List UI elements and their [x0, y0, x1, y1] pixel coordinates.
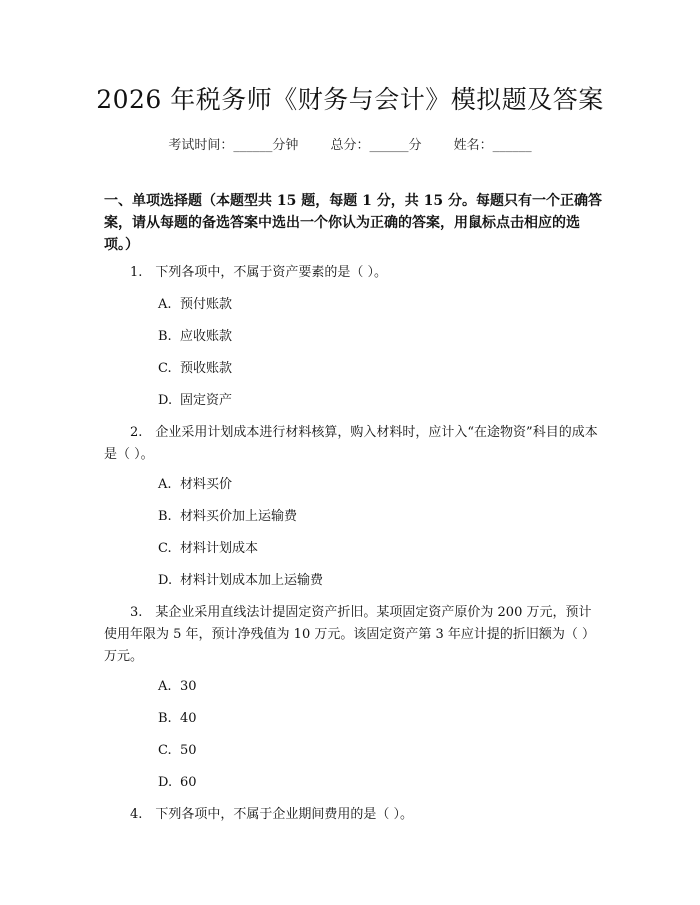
question-2-option-a[interactable] [158, 476, 232, 494]
exam-time-field: 考试时间：______分钟 [168, 138, 299, 153]
question-1-option-c[interactable] [158, 360, 232, 378]
option-text: 应收账款 [180, 329, 233, 344]
question-3-option-b[interactable] [158, 710, 197, 728]
section-heading: 一、单项选择题（本题型共 15 题，每题 1 分，共 15 分。每题只有一个正确答案，请从每题的备选答案中选出一个你认为正确的答案，用鼠标点击相应的选项。） [104, 193, 602, 253]
option-text: 40 [180, 711, 197, 726]
option-letter: B. [158, 711, 172, 726]
option-letter: B. [158, 509, 172, 524]
option-text: 预付账款 [180, 297, 233, 312]
option-text: 60 [180, 775, 197, 790]
option-text: 材料计划成本 [180, 541, 259, 556]
option-letter: A. [158, 297, 172, 312]
option-letter: B. [158, 329, 172, 344]
question-3: 3. 某企业采用直线法计提固定资产折旧。某项固定资产原价为 200 万元，预计使用年限为 5 年，预计净残值为 10 万元。该固定资产第 3 年应计提的折旧额为（ ）万元。 [104, 605, 596, 664]
option-text: 材料计划成本加上运输费 [180, 573, 324, 588]
question-1-option-d[interactable] [158, 392, 232, 410]
option-letter: C. [158, 361, 172, 376]
option-letter: D. [158, 573, 173, 588]
question-2: 2. 企业采用计划成本进行材料核算，购入材料时，应计入“在途物资”科目的成本是（ ）。 [104, 425, 598, 462]
option-text: 材料买价 [180, 477, 233, 492]
option-letter: C. [158, 541, 172, 556]
question-2-option-d[interactable] [158, 572, 323, 590]
question-3-option-a[interactable] [158, 678, 197, 696]
question-1-option-b[interactable] [158, 328, 232, 346]
option-letter: D. [158, 393, 173, 408]
question-2-option-b[interactable] [158, 508, 297, 526]
option-text: 30 [180, 679, 197, 694]
option-text: 固定资产 [180, 393, 233, 408]
option-text: 材料买价加上运输费 [180, 509, 298, 524]
exam-score-field: 总分：______分 [330, 138, 422, 153]
option-letter: A. [158, 477, 172, 492]
option-letter: C. [158, 743, 172, 758]
page-title: 2026 年税务师《财务与会计》模拟题及答案 [96, 85, 604, 114]
option-text: 预收账款 [180, 361, 233, 376]
question-4: 4. 下列各项中，不属于企业期间费用的是（ ）。 [130, 807, 414, 822]
question-3-option-d[interactable] [158, 774, 197, 792]
option-letter: D. [158, 775, 173, 790]
exam-name-field: 姓名：______ [453, 138, 532, 153]
question-1: 1. 下列各项中，不属于资产要素的是（ ）。 [130, 265, 388, 280]
question-3-option-c[interactable] [158, 742, 197, 760]
question-1-option-a[interactable] [158, 296, 232, 314]
exam-info [0, 134, 700, 153]
option-letter: A. [158, 679, 172, 694]
question-2-option-c[interactable] [158, 540, 258, 558]
option-text: 50 [180, 743, 197, 758]
